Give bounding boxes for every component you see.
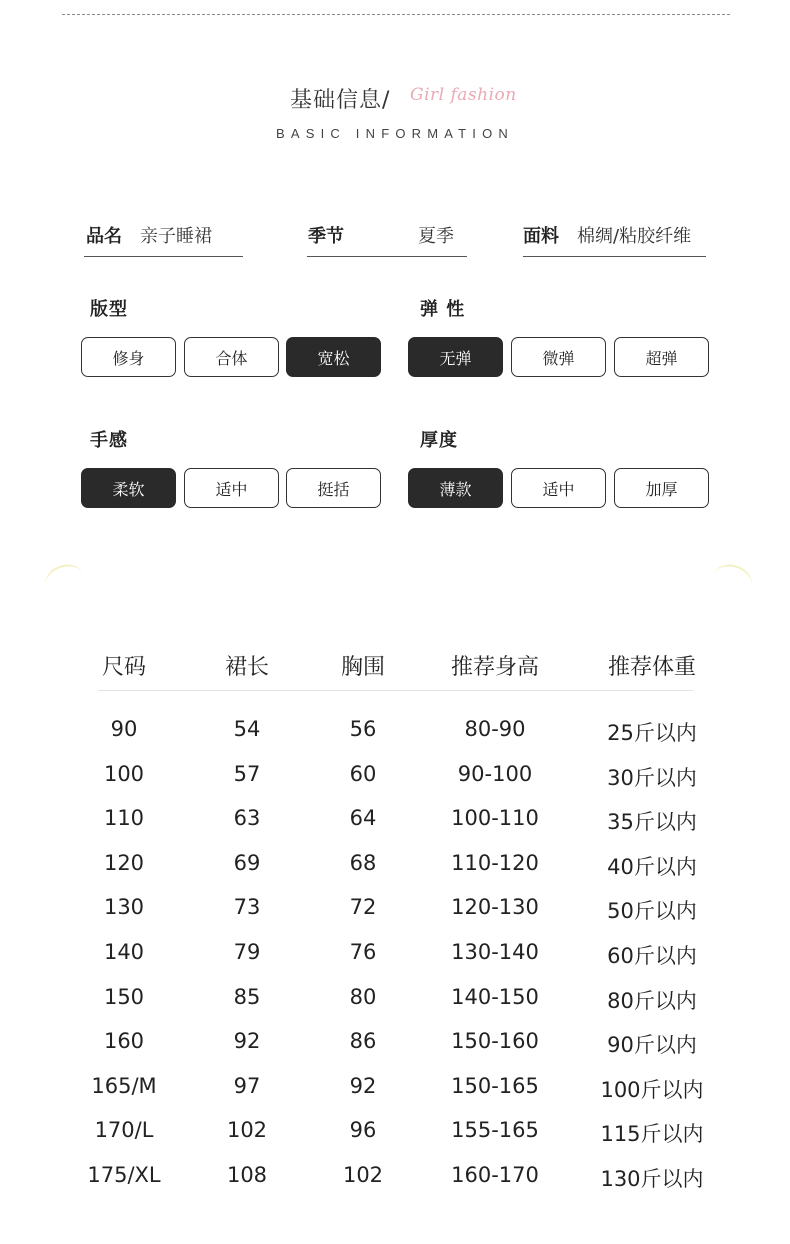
height-cell: 150-160 (451, 1029, 539, 1054)
feel-option-soft: 柔软 (81, 468, 176, 508)
table-row (0, 985, 790, 1029)
weight-cell: 130斤以内 (600, 1167, 704, 1191)
weight-cell: 80斤以内 (607, 988, 697, 1013)
bust-cell: 64 (349, 806, 377, 831)
table-row (0, 762, 790, 806)
size-cell: 140 (103, 940, 145, 964)
feel-option-crisp: 挺括 (286, 468, 381, 508)
field-value: 亲子睡裙 (140, 226, 212, 247)
skirt-length-cell: 97 (233, 1073, 261, 1098)
size-cell: 175/XL (87, 1163, 161, 1187)
elasticity-option-high: 超弹 (614, 337, 709, 377)
bust-cell: 102 (342, 1163, 384, 1187)
section-title (0, 83, 790, 113)
weight-cell: 40斤以内 (607, 854, 697, 879)
skirt-length-cell: 108 (226, 1163, 268, 1187)
thickness-label: 厚度 (420, 430, 458, 451)
skirt-length-cell: 85 (233, 984, 261, 1009)
size-cell: 165/M (91, 1073, 157, 1098)
thickness-option-thin: 薄款 (408, 468, 503, 508)
weight-cell: 35斤以内 (607, 810, 697, 835)
header-divider (98, 690, 693, 691)
weight-cell: 100斤以内 (600, 1077, 704, 1102)
field-product-name (84, 218, 243, 257)
elasticity-option-none: 无弹 (408, 337, 503, 377)
bust-cell: 96 (349, 1118, 377, 1143)
skirt-length-cell: 54 (233, 717, 261, 741)
size-cell: 90 (110, 717, 138, 741)
column-header-height: 推荐身高 (450, 655, 540, 680)
field-label: 季节 (308, 226, 344, 247)
height-cell: 160-170 (451, 1163, 539, 1187)
fit-option-loose: 宽松 (286, 337, 381, 377)
field-season (307, 218, 467, 257)
size-cell: 120 (103, 850, 145, 875)
feel-option-medium: 适中 (184, 468, 279, 508)
bust-cell: 92 (349, 1073, 377, 1098)
size-cell: 130 (103, 895, 145, 920)
weight-cell: 50斤以内 (607, 899, 697, 924)
column-header-size: 尺码 (101, 655, 147, 680)
table-row (0, 940, 790, 984)
elasticity-option-slight: 微弹 (511, 337, 606, 377)
thickness-option-medium: 适中 (511, 468, 606, 508)
title-chinese: 基础信息/ (290, 88, 391, 113)
table-row (0, 1118, 790, 1162)
decorative-arc-right (708, 560, 756, 603)
bust-cell: 60 (349, 761, 377, 786)
weight-cell: 30斤以内 (607, 765, 697, 790)
weight-cell: 60斤以内 (607, 944, 697, 968)
table-row (0, 895, 790, 939)
skirt-length-cell: 57 (233, 761, 261, 786)
fit-label: 版型 (90, 299, 128, 320)
field-fabric (523, 218, 706, 257)
field-label: 面料 (523, 226, 559, 247)
size-cell: 100 (103, 761, 145, 786)
bust-cell: 68 (349, 850, 377, 875)
field-label: 品名 (86, 226, 122, 247)
dashed-divider (62, 14, 730, 15)
size-cell: 150 (103, 984, 145, 1009)
height-cell: 100-110 (451, 806, 539, 831)
title-english: BASIC INFORMATION (275, 126, 515, 141)
height-cell: 80-90 (464, 717, 526, 741)
bust-cell: 80 (349, 984, 377, 1009)
height-cell: 110-120 (451, 850, 539, 875)
column-header-weight: 推荐体重 (607, 655, 697, 680)
skirt-length-cell: 69 (233, 850, 261, 875)
height-cell: 140-150 (451, 984, 539, 1009)
bust-cell: 76 (349, 940, 377, 964)
skirt-length-cell: 79 (233, 940, 261, 964)
height-cell: 150-165 (451, 1073, 539, 1098)
skirt-length-cell: 73 (233, 895, 261, 920)
bust-cell: 86 (349, 1029, 377, 1054)
decorative-arc-left (41, 560, 89, 603)
thickness-option-thick: 加厚 (614, 468, 709, 508)
size-cell: 110 (103, 806, 145, 831)
height-cell: 155-165 (451, 1118, 539, 1143)
weight-cell: 90斤以内 (607, 1033, 697, 1058)
height-cell: 90-100 (457, 761, 533, 786)
title-script: Girl fashion (410, 85, 517, 105)
elasticity-label: 弹 性 (420, 299, 466, 320)
table-row (0, 1029, 790, 1073)
skirt-length-cell: 92 (233, 1029, 261, 1054)
skirt-length-cell: 102 (226, 1118, 268, 1143)
field-value: 夏季 (418, 226, 454, 247)
weight-cell: 115斤以内 (600, 1122, 704, 1147)
column-header-skirt-length: 裙长 (224, 655, 270, 680)
bust-cell: 72 (349, 895, 377, 920)
table-row (0, 806, 790, 850)
bust-cell: 56 (349, 717, 377, 741)
table-row (0, 1163, 790, 1207)
size-cell: 160 (103, 1029, 145, 1054)
size-cell: 170/L (94, 1118, 154, 1143)
height-cell: 130-140 (451, 940, 539, 964)
feel-label: 手感 (90, 430, 128, 451)
weight-cell: 25斤以内 (607, 721, 697, 745)
fit-option-regular: 合体 (184, 337, 279, 377)
table-row (0, 717, 790, 761)
fit-option-slim: 修身 (81, 337, 176, 377)
column-header-bust: 胸围 (340, 655, 386, 680)
field-value: 棉绸/粘胶纤维 (577, 226, 692, 247)
height-cell: 120-130 (451, 895, 539, 920)
skirt-length-cell: 63 (233, 806, 261, 831)
table-row (0, 851, 790, 895)
table-row (0, 1074, 790, 1118)
